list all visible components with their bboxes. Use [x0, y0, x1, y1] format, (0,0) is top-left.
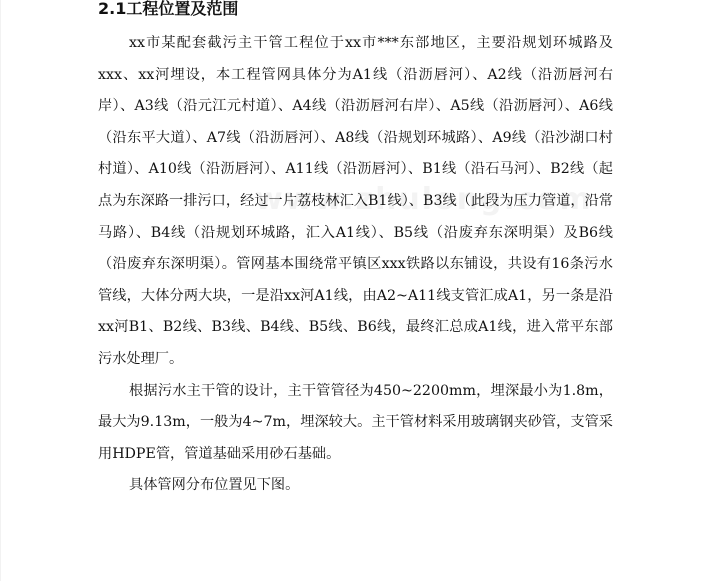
- paragraph-pipe-design: 根据污水主干管的设计，主干管管径为450~2200mm，埋深最小为1.8m，最大为9.13m，一般为4~7m，埋深较大。主干管材料采用玻璃钢夹砂管，支管采用HDPE管，管道基础采用砂石基础。: [98, 382, 613, 462]
- paragraph-figure-reference: 具体管网分布位置见下图。: [129, 477, 300, 494]
- section-heading: 2.1工程位置及范围: [98, 0, 239, 18]
- section-body: [98, 28, 613, 502]
- paragraph-project-location: xx市某配套截污主干管工程位于xx市***东部地区，主要沿规划环城路及xxx、xx河埋设，本工程管网具体分为A1线（沿沥唇河）、A2线（沿沥唇河右岸）、A3线（沿元江元村道）、A4线（沿沥唇河右岸）、A5线（沿沥唇河）、A6线（沿东平大道）、A7线（沿沥唇河）、A8线（沿规划环城路）、A9线（沿沙湖口村村道）、A10线（沿沥唇河）、A11线（沿沥唇河）、B1线（沿石马河）、B2线（起点为东深路一排污口，经过一片荔枝林汇入B1线）、B3线（此段为压力管道，沿常马路）、B4线（沿规划环城路，汇入A1线）、B5线（沿废弃东深明渠）及B6线（沿废弃东深明渠）。管网基本围绕常平镇区xxx铁路以东铺设，共设有16条污水管线，大体分两大块，一是沿xx河A1线，由A2~A11线支管汇成A1，另一条是沿xx河B1、B2线、B3线、B4线、B5线、B6线，最终汇总成A1线，进入常平东部污水处理厂。: [98, 35, 613, 367]
- page-edge: [0, 0, 1, 581]
